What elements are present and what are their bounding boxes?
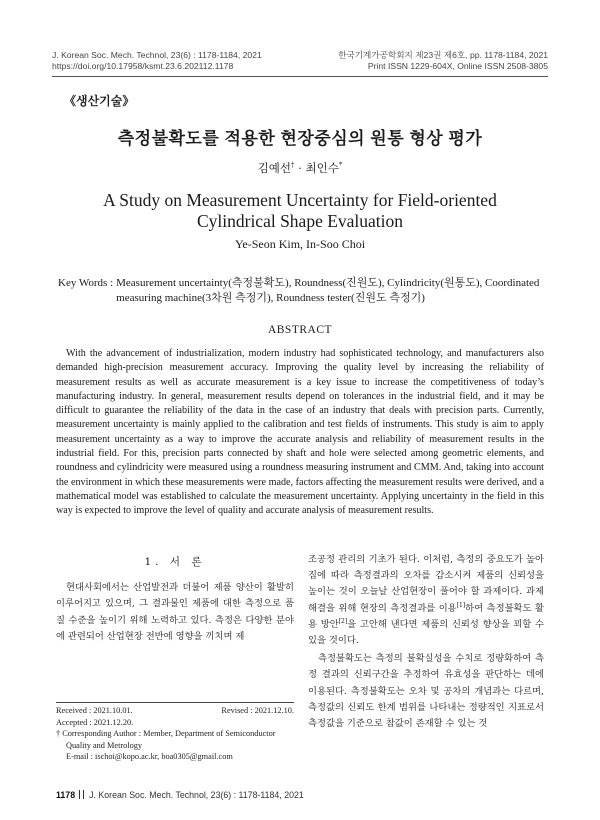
title-english [0, 190, 600, 232]
header-divider [52, 76, 548, 77]
keywords [58, 276, 548, 306]
intro-paragraph-2: 측정불확도는 측정의 불확실성을 수치로 정량화하여 측정 결과의 신뢰구간을 추정하여 유효성을 판단하는 데에 이용된다. 측정불확도는 오차 및 공차의 개념과는 다르며, 측정값의 신뢰도 한계 범위를 나타내는 정량적인 지표로서 측정값을 기준으로 참값이 존재할 수 있는 것 [308, 653, 544, 730]
reference-1[interactable]: [1] [456, 601, 466, 609]
para-text-c: 을 고안해 낸다면 제품의 신뢰성 향상을 꾀할 수 있을 것이다. [308, 618, 544, 647]
corresponding-author-dept: Quality and Metrology [66, 740, 143, 750]
email[interactable]: E-mail : ischoi@kopo.ac.kr, boa0305@gmail.com [66, 752, 233, 761]
dates-row [56, 705, 294, 717]
footer-citation: J. Korean Soc. Mech. Technol, 23(6) : 1178-1184, 2021 [89, 790, 304, 800]
intro-paragraph-1-cont [308, 552, 544, 649]
doi-link[interactable]: https://doi.org/10.17958/ksmt.23.6.202112.1178 [52, 61, 234, 71]
authors-english: Ye-Seon Kim, In-Soo Choi [234, 237, 366, 251]
journal-citation-ko: 한국기계가공학회지 제23권 제6호, pp. 1178-1184, 2021 [338, 50, 548, 60]
author-1: 김예선 [257, 161, 292, 175]
accepted-date: Accepted : 2021.12.20. [56, 717, 134, 727]
header-left [52, 50, 262, 72]
page-number: 1178 [56, 790, 76, 800]
corresponding-mark: † [291, 161, 295, 170]
footer-divider-icon [79, 790, 80, 799]
keywords-text: Measurement uncertainty(측정불확도), Roundness(진원도), Cylindricity(원통도), Coordinated measuring machine(3차원 측정기), Roundness tester(진원도 측정기) [116, 277, 540, 304]
title-english-line-2: Cylindrical Shape Evaluation [196, 211, 404, 231]
corresponding-author: † Corresponding Author : Member, Department of Semiconductor [56, 729, 276, 738]
title-english-line-1: A Study on Measurement Uncertainty for Field-oriented [103, 190, 497, 210]
keywords-label: Key Words : [58, 277, 114, 289]
abstract-body: With the advancement of industrialization, modern industry had sophisticated technology, and manufacturers also demanded high-precision measurement accuracy. Improving the quality level by increasing the reliability of measurement results as well as accurate measurement is a key issue to increase the competitiveness of today’s manufacturing industry. In general, measurement results depend on tolerances in the industrial field, and it may be difficult to guarantee the reliability of the data in the case of an industry that deals with precision parts. Currently, measurement uncertainty is mainly applied to the calibration and test fields of instruments. This study is aim to apply measurement uncertainty as a way to improve the accurate analysis and reliability of measurement results in the industrial field. For this, precision parts connected by shaft and hole were selected among geometric elements, and roundness and cylindricity were measured using a roundness measuring instrument and CMM. And, taking into account the environment in which these measurements were made, factors affecting the measurement results were derived, and a mathematical model was established to calculate the measurement uncertainty. Applying uncertainty in the field in this way is expected to improve the level of quality and accurate analysis of measurement results. [56, 348, 544, 517]
reference-2[interactable]: [2] [338, 617, 348, 625]
author-2-mark: * [338, 161, 343, 170]
issn: Print ISSN 1229-604X, Online ISSN 2508-3805 [367, 61, 548, 71]
intro-paragraph-1: 현대사회에서는 산업발전과 더불어 제품 양산이 활발히 이루어지고 있으며, 그 결과물인 제품에 대한 측정으로 품질 수준을 높이기 위해 노력하고 있다. 측정은 다양한 분야에 관련되어 산업현장 전반에 영향을 끼치며 제 [56, 582, 294, 642]
running-header [0, 0, 600, 80]
page-footer [56, 790, 304, 800]
para-text-b: 하여 측정불확도 활용 방안 [308, 602, 544, 630]
author-separator: · [294, 161, 306, 175]
received-date: Received : 2021.10.01. [56, 706, 133, 715]
title-korean: 측정불확도를 적용한 현장중심의 원통 형상 평가 [117, 129, 483, 148]
header-right [338, 50, 548, 72]
journal-citation: J. Korean Soc. Mech. Technol, 23(6) : 1178-1184, 2021 [52, 50, 262, 60]
abstract-heading: ABSTRACT [267, 324, 333, 336]
author-2: 최인수 [305, 161, 339, 175]
revised-date: Revised : 2021.12.10. [221, 706, 294, 715]
para-text-a: 조공정 관리의 기초가 된다. 이처럼, 측정의 중요도가 높아짐에 따라 측정결과의 오차를 감소시켜 제품의 신뢰성을 높이는 것이 오늘날 산업현장이 풀어야 할 과제이다. 과제해결을 위해 현장의 측정결과를 이용 [308, 554, 544, 614]
footer-divider-icon [83, 790, 84, 799]
left-column [56, 552, 294, 645]
authors-korean [0, 160, 600, 176]
section-tag: 《생산기술》 [64, 94, 135, 108]
section-heading-introduction: 1. 서 론 [144, 556, 206, 568]
footnote [56, 705, 294, 763]
right-column [308, 552, 544, 732]
footnote-divider [56, 702, 294, 703]
